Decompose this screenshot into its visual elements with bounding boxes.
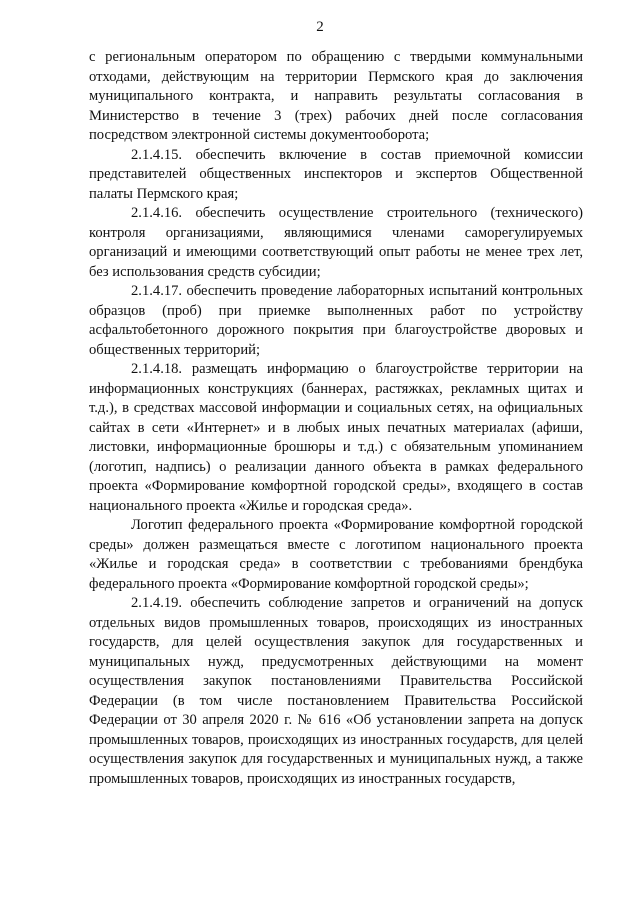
- paragraph-2-1-4-15: 2.1.4.15. обеспечить включение в состав приемочной комиссии представителей общественных инспекторов и экспертов Общественной палаты Пермского края;: [89, 146, 583, 202]
- paragraph-2-1-4-18: 2.1.4.18. размещать информацию о благоустройстве территории на информационных конструкциях (баннерах, растяжках, рекламных щитах и т.д.), в средствах массовой информации и социальных сетях, на официальных сайтах в сети «Интернет» и в любых иных печатных материалах (афиши, листовки, информационные брошюры и т.д.) с обязательным упоминанием (логотип, надпись) о реализации данного объекта в рамках федерального проекта «Формирование комфортной городской среды», входящего в состав национального проекта «Жилье и городская среда».: [89, 361, 583, 514]
- paragraph-2-1-4-16: 2.1.4.16. обеспечить осуществление строительного (технического) контроля организациями, являющимися членами саморегулируемых организаций и имеющими соответствующий опыт работы не менее трех лет, без использования средств субсидии;: [89, 205, 583, 280]
- paragraph-logo-requirement: Логотип федерального проекта «Формирование комфортной городской среды» должен размещаться вместе с логотипом национального проекта «Жилье и городская среда» в соответствии с требованиями брендбука федерального проекта «Формирование комфортной городской среды»;: [89, 517, 583, 592]
- document-body: [89, 48, 583, 789]
- paragraph-2-1-4-17: 2.1.4.17. обеспечить проведение лабораторных испытаний контрольных образцов (проб) при приемке выполненных работ по устройству асфальтобетонного дорожного покрытия при благоустройстве дворовых и общественных территорий;: [89, 283, 583, 358]
- paragraph-2-1-4-19: 2.1.4.19. обеспечить соблюдение запретов и ограничений на допуск отдельных видов промышленных товаров, происходящих из иностранных государств, для целей осуществления закупок для государственных и муниципальных нужд, предусмотренных действующими на момент осуществления закупок постановлениями Правительства Российской Федерации (в том числе постановлением Правительства Российской Федерации от 30 апреля 2020 г. № 616 «Об установлении запрета на допуск промышленных товаров, происходящих из иностранных государств, для целей осуществления закупок для государственных и муниципальных нужд, а также промышленных товаров, происходящих из иностранных государств,: [89, 595, 583, 787]
- page-number: 2: [316, 19, 324, 35]
- paragraph-continuation: с региональным оператором по обращению с твердыми коммунальными отходами, действующим на территории Пермского края до заключения муниципального контракта, и направить результаты согласования в Министерство в течение 3 (трех) рабочих дней после согласования посредством электронной системы документооборота;: [89, 49, 583, 143]
